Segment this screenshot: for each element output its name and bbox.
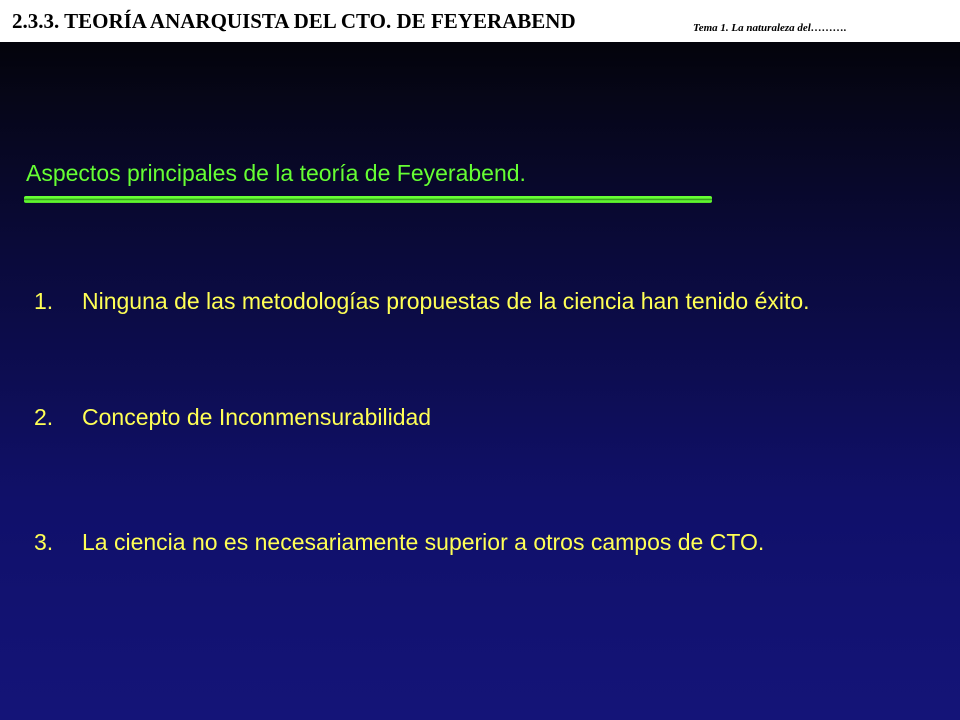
list-item-text: Concepto de Inconmensurabilidad [82,404,432,430]
section-heading: Aspectos principales de la teoría de Feyerabend. [26,160,526,186]
list-item [34,288,810,315]
list-item-number: 2. [34,404,54,430]
list-item [34,404,431,431]
heading-underline [24,196,712,203]
list-item-number: 1. [34,288,54,314]
list-item-text: La ciencia no es necesariamente superior a otros campos de CTO. [82,529,765,555]
list-item [34,529,764,556]
list-item-number: 3. [34,529,54,555]
header-title: 2.3.3. TEORÍA ANARQUISTA DEL CTO. DE FEYERABEND [12,9,576,33]
header-bar [0,0,960,42]
list-item-text: Ninguna de las metodologías propuestas de la ciencia han tenido éxito. [82,288,810,314]
header-subtitle: Tema 1. La naturaleza del………. [693,22,847,34]
